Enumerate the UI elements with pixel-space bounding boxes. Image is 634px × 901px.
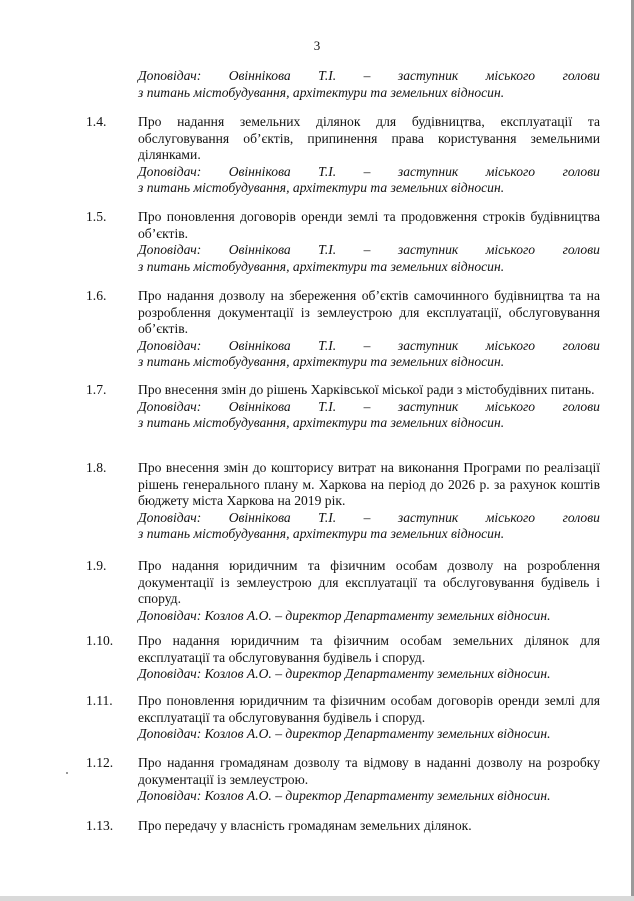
scan-edge-bottom <box>0 896 634 901</box>
page-number: 3 <box>313 38 321 53</box>
item-number: 1.12. <box>86 755 114 770</box>
speaker-line-2: з питань містобудування, архітектури та земельних відносин. <box>138 258 505 274</box>
speaker-line-2: з питань містобудування, архітектури та земельних відносин. <box>138 526 505 541</box>
speaker-line: Доповідач: Козлов А.О. – директор Департаменту земельних відносин. <box>138 726 551 741</box>
item-number: 1.4. <box>86 114 107 129</box>
first-speaker-block <box>86 68 600 101</box>
speaker-line: Доповідач: Козлов А.О. – директор Департаменту земельних відносин. <box>138 788 551 803</box>
item-number: 1.7. <box>86 382 107 397</box>
item-number: 1.6. <box>86 288 107 303</box>
item-text: Про надання юридичним та фізичним особам дозволу на розроблення документації із землеустрою для експлуатації та обслуговування будівель і споруд. <box>138 558 600 606</box>
item-number: 1.9. <box>86 558 107 573</box>
agenda-item-1-8 <box>86 460 600 543</box>
item-text: Про поновлення договорів оренди землі та продовження строків будівництва об’єктів. <box>138 209 600 241</box>
agenda-item-1-7 <box>86 382 600 432</box>
speaker-line: Доповідач: Овіннікова Т.І. – заступник міського голови <box>138 509 600 525</box>
speaker-line-2: з питань містобудування, архітектури та земельних відносин. <box>138 354 505 369</box>
item-text: Про надання дозволу на збереження об’єктів самочинного будівництва та на розроблення документації із землеустрою для експлуатації, обслуговування об’єктів. <box>138 288 600 336</box>
item-text: Про надання юридичним та фізичним особам земельних ділянок для експлуатації та обслуговування будівель і споруд. <box>138 633 600 665</box>
item-text: Про надання громадянам дозволу та відмову в наданні дозволу на розробку документації із землеустрою. <box>138 755 600 787</box>
speaker-line: Доповідач: Овіннікова Т.І. – заступник міського голови <box>138 163 600 179</box>
agenda-item-1-5 <box>86 209 600 275</box>
scan-speck <box>66 772 68 774</box>
agenda-item-1-12 <box>86 755 600 805</box>
speaker-line: Доповідач: Овіннікова Т.І. – заступник міського голови <box>138 242 600 257</box>
agenda-item-1-9 <box>86 558 600 624</box>
item-number: 1.10. <box>86 633 114 648</box>
speaker-line-2: з питань містобудування, архітектури та земельних відносин. <box>138 180 505 195</box>
item-text: Про передачу у власність громадянам земельних ділянок. <box>138 818 472 833</box>
item-number: 1.8. <box>86 460 107 475</box>
speaker-line: Доповідач: Овіннікова Т.І. – заступник міського голови <box>138 68 600 83</box>
speaker-line: Доповідач: Овіннікова Т.І. – заступник міського голови <box>138 337 600 353</box>
item-text: Про поновлення юридичним та фізичним особам договорів оренди землі для експлуатації та обслуговування будівель і споруд. <box>138 693 600 725</box>
agenda-item-1-13 <box>86 818 600 835</box>
agenda-item-1-11 <box>86 693 600 743</box>
item-text: Про внесення змін до рішень Харківської міської ради з містобудівних питань. <box>138 382 595 397</box>
speaker-line-2: з питань містобудування, архітектури та земельних відносин. <box>138 415 505 430</box>
agenda-item-1-10 <box>86 633 600 683</box>
agenda-item-1-6 <box>86 288 600 371</box>
speaker-line-2: з питань містобудування, архітектури та земельних відносин. <box>138 84 505 100</box>
item-number: 1.11. <box>86 693 113 708</box>
item-text: Про надання земельних ділянок для будівництва, експлуатації та обслуговування об’єктів, припинення права користування земельними ділянками. <box>138 114 600 162</box>
speaker-line: Доповідач: Козлов А.О. – директор Департаменту земельних відносин. <box>138 607 551 623</box>
item-text: Про внесення змін до кошторису витрат на виконання Програми по реалізації рішень генерального плану м. Харкова на період до 2026 р. за рахунок коштів бюджету міста Харкова на 2019 рік. <box>138 460 600 508</box>
agenda-item-1-4 <box>86 114 600 197</box>
speaker-line: Доповідач: Козлов А.О. – директор Департаменту земельних відносин. <box>138 666 551 681</box>
speaker-line: Доповідач: Овіннікова Т.І. – заступник міського голови <box>138 398 600 414</box>
item-number: 1.5. <box>86 209 107 224</box>
item-number: 1.13. <box>86 818 114 833</box>
